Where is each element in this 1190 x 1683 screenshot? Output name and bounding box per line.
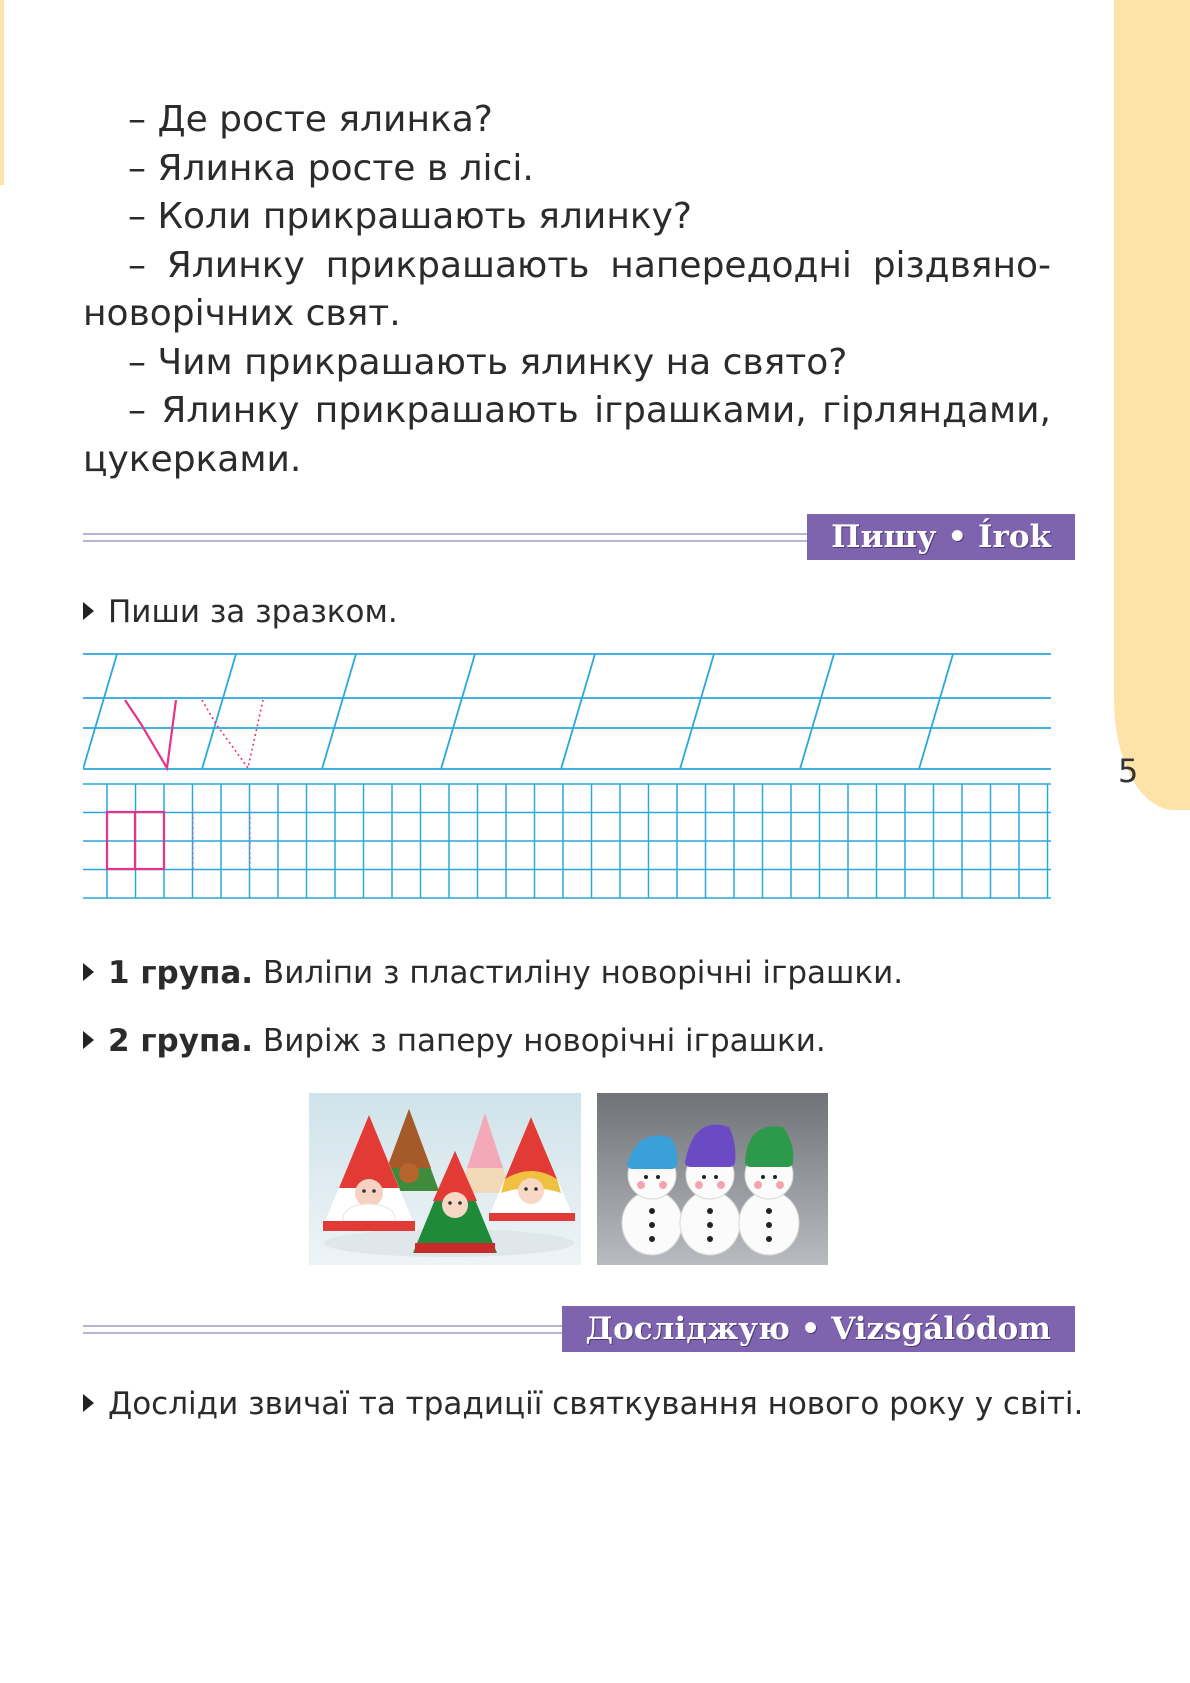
trace-letter-stroke [202, 700, 263, 768]
section-header-research [83, 1306, 1075, 1354]
task-group-1-label: 1 група. [108, 955, 254, 991]
task-research [83, 1386, 1083, 1422]
task-write-text: Пиши за зразком. [108, 594, 398, 630]
page-tab-decoration [1114, 0, 1190, 810]
page-number: 5 [1118, 752, 1139, 790]
sample-letter-stroke [125, 700, 176, 768]
slant-line [680, 654, 714, 769]
slant-line [441, 654, 475, 769]
slant-line [800, 654, 834, 769]
dialogue-text [83, 96, 1051, 484]
bullet-triangle-icon [83, 1394, 94, 1412]
square-grid [83, 784, 1051, 898]
copybook-writing-area [83, 648, 1053, 903]
dialogue-line: – Де росте ялинка? [128, 99, 493, 140]
dialogue-line: – Коли прикрашають ялинку? [128, 196, 693, 237]
task-group-1 [83, 955, 903, 991]
left-edge-decoration [0, 0, 4, 185]
dialogue-line: – Чим прикрашають ялинку на свято? [128, 341, 848, 383]
dialogue-line: – Ялинку прикрашають іграшками, гірляндами, цукерками. [83, 390, 1051, 480]
slant-line [919, 654, 953, 769]
section-rule [83, 533, 819, 542]
bullet-triangle-icon [83, 602, 94, 620]
task-research-text: Досліди звичаї та традиції святкування нового року у світі. [108, 1386, 1084, 1422]
dialogue-line: – Ялинку прикрашають напередодні різдвяно-новорічних свят. [83, 244, 1051, 334]
section-label-write: Пишу • Írok [807, 514, 1075, 560]
slant-line [83, 654, 117, 769]
task-group-1-text: Виліпи з пластиліну новорічні іграшки. [253, 955, 904, 991]
task-group-2 [83, 1023, 826, 1059]
bullet-triangle-icon [83, 1031, 94, 1049]
task-group-2-label: 2 група. [108, 1023, 254, 1059]
section-header-write [83, 514, 1075, 562]
plasticine-snowmen-photo [597, 1093, 828, 1265]
slant-line [202, 654, 236, 769]
section-label-research: Досліджую • Vizsgálódom [562, 1306, 1075, 1352]
slant-line [561, 654, 595, 769]
slant-line [322, 654, 356, 769]
dialogue-line: – Ялинка росте в лісі. [128, 147, 534, 189]
task-group-2-text: Виріж з паперу новорічні іграшки. [253, 1023, 826, 1059]
paper-cone-figures-photo [309, 1093, 581, 1265]
bullet-triangle-icon [83, 963, 94, 981]
section-rule [83, 1325, 564, 1334]
task-write [83, 594, 398, 630]
